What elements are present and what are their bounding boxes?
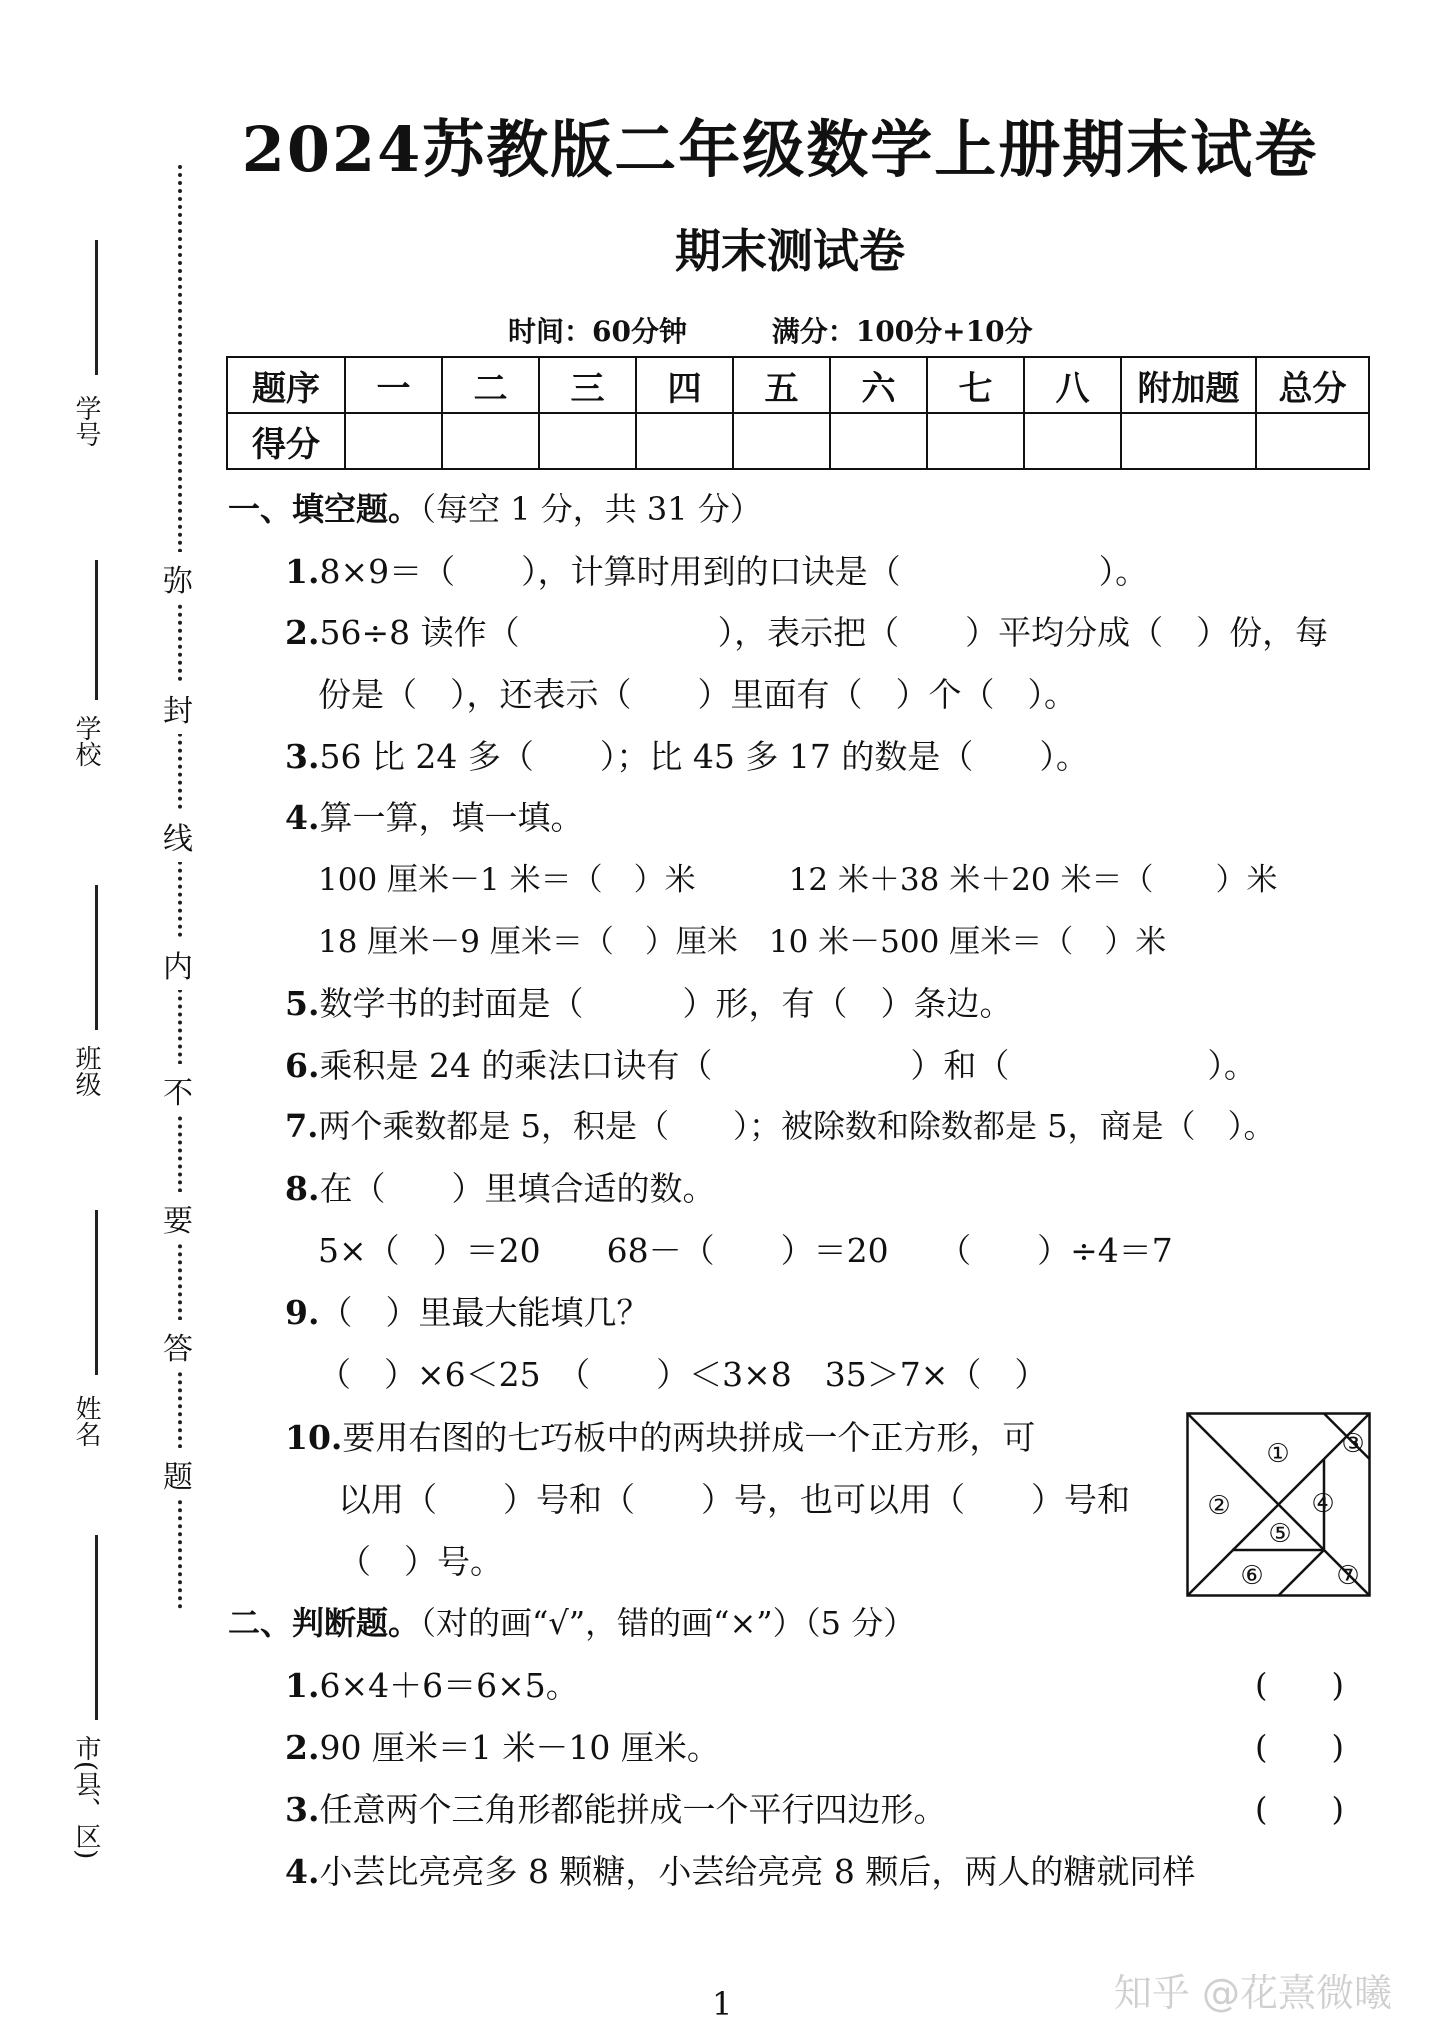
score-cell[interactable] xyxy=(1121,413,1256,469)
question-line xyxy=(285,792,583,839)
answer-paren[interactable]: ( ) xyxy=(1255,1728,1344,1766)
question-text: 8×9＝（ ），计算时用到的口诀是（ ）。 xyxy=(319,552,1149,591)
binding-char: 内 xyxy=(163,938,193,990)
question-text: 要用右图的七巧板中的两块拼成一个正方形，可 xyxy=(342,1418,1036,1457)
city-label: 市(县、区) xyxy=(71,1735,101,1860)
question-line xyxy=(285,1101,1275,1147)
section-1-note: （每空 1 分，共 31 分） xyxy=(420,490,762,528)
question-text: 数学书的封面是（ ）形，有（ ）条边。 xyxy=(319,984,1013,1023)
score-cell[interactable] xyxy=(345,413,442,469)
section-1-heading xyxy=(228,484,762,530)
table-header-cell: 八 xyxy=(1024,357,1121,413)
question-line xyxy=(285,607,1328,654)
city-field[interactable] xyxy=(95,1535,98,1720)
score-cell[interactable] xyxy=(1024,413,1121,469)
question-line xyxy=(318,1349,1047,1396)
question-text: 算一算，填一填。 xyxy=(319,798,584,837)
table-header-cell: 二 xyxy=(442,357,539,413)
table-header-cell: 总分 xyxy=(1256,357,1369,413)
binding-dotted-line xyxy=(178,165,182,1610)
judge-question xyxy=(285,1846,1195,1893)
binding-char: 弥 xyxy=(163,552,193,604)
question-text: 18 厘米－9 厘米＝（ ）厘米 10 米－500 厘米＝（ ）米 xyxy=(318,924,1167,960)
table-header-cell: 六 xyxy=(830,357,927,413)
question-number: 4. xyxy=(285,1852,320,1891)
tangram-figure xyxy=(1186,1412,1371,1597)
question-line xyxy=(338,1536,503,1583)
question-line xyxy=(338,1474,1130,1521)
score-cell[interactable] xyxy=(442,413,539,469)
table-header-cell: 五 xyxy=(733,357,830,413)
question-number: 4. xyxy=(285,798,320,837)
exam-info xyxy=(508,310,1108,350)
question-line xyxy=(318,1225,1173,1272)
name-label: 姓名 xyxy=(71,1395,101,1447)
class-field[interactable] xyxy=(95,885,98,1030)
question-number: 9. xyxy=(285,1293,320,1332)
question-line xyxy=(285,1287,649,1334)
question-number: 3. xyxy=(285,737,320,776)
full-score: 满分：100分+10分 xyxy=(771,315,1033,348)
score-cell[interactable] xyxy=(733,413,830,469)
score-cell[interactable] xyxy=(830,413,927,469)
tangram-label: ② xyxy=(1207,1491,1231,1521)
question-text: 56÷8 读作（ ），表示把（ ）平均分成（ ）份，每 xyxy=(319,613,1329,652)
score-cell[interactable] xyxy=(539,413,636,469)
question-number: 1. xyxy=(285,552,320,591)
section-2-note: （对的画“√”，错的画“×”）（5 分） xyxy=(420,1604,916,1642)
tangram-label: ① xyxy=(1266,1439,1290,1469)
judge-question xyxy=(285,1722,720,1769)
question-line xyxy=(285,978,1012,1025)
score-cell[interactable] xyxy=(636,413,733,469)
table-header-cell: 七 xyxy=(927,357,1024,413)
question-line xyxy=(285,1412,1035,1459)
question-text: （ ）里最大能填几？ xyxy=(319,1293,650,1332)
question-text: 100 厘米－1 米＝（ ）米 12 米＋38 米＋20 米＝（ ）米 xyxy=(318,862,1278,898)
section-2-title: 二、判断题。 xyxy=(228,1604,421,1642)
school-field[interactable] xyxy=(95,560,98,700)
binding-char: 要 xyxy=(163,1192,193,1244)
binding-char: 答 xyxy=(163,1320,193,1372)
score-cell[interactable] xyxy=(927,413,1024,469)
binding-char: 题 xyxy=(163,1448,193,1500)
tangram-label: ④ xyxy=(1311,1489,1335,1519)
question-line xyxy=(285,731,1089,778)
score-table-header-row xyxy=(227,357,1369,413)
question-number: 10. xyxy=(285,1418,343,1457)
page-number: 1 xyxy=(712,1985,733,2023)
answer-paren[interactable]: ( ) xyxy=(1255,1666,1344,1704)
judge-question xyxy=(285,1784,946,1831)
section-1-title: 一、填空题。 xyxy=(228,490,421,528)
binding-char: 封 xyxy=(163,682,193,734)
score-table xyxy=(226,356,1370,470)
binding-char: 不 xyxy=(163,1064,193,1116)
question-text: （ ）号。 xyxy=(338,1542,503,1581)
score-row-label: 得分 xyxy=(227,413,345,469)
question-text: 以用（ ）号和（ ）号，也可以用（ ）号和 xyxy=(338,1480,1130,1519)
time-limit: 时间：60分钟 xyxy=(508,315,687,348)
question-number: 7. xyxy=(285,1107,319,1145)
question-number: 3. xyxy=(285,1790,320,1829)
exam-subtitle: 期末测试卷 xyxy=(675,224,905,278)
question-number: 2. xyxy=(285,613,320,652)
question-text: 乘积是 24 的乘法口诀有（ ）和（ ）。 xyxy=(319,1046,1257,1085)
binding-char: 线 xyxy=(163,810,193,862)
section-2-heading xyxy=(228,1598,915,1644)
exam-title: 2024苏教版二年级数学上册期末试卷 xyxy=(241,113,1319,186)
watermark: 知乎 @花熹微曦 xyxy=(1113,1971,1392,2015)
table-header-cell: 三 xyxy=(539,357,636,413)
table-header-cell: 附加题 xyxy=(1121,357,1256,413)
tangram-label: ③ xyxy=(1341,1429,1365,1459)
answer-paren[interactable]: ( ) xyxy=(1255,1790,1344,1828)
table-header-cell: 题序 xyxy=(227,357,345,413)
question-text: 任意两个三角形都能拼成一个平行四边形。 xyxy=(319,1790,947,1829)
score-table-score-row xyxy=(227,413,1369,469)
table-header-cell: 一 xyxy=(345,357,442,413)
question-number: 8. xyxy=(285,1169,320,1208)
class-label: 班级 xyxy=(71,1045,101,1097)
question-text: 90 厘米＝1 米－10 厘米。 xyxy=(319,1728,720,1767)
question-number: 1. xyxy=(285,1666,320,1705)
question-line xyxy=(285,1040,1257,1087)
tangram-label: ⑥ xyxy=(1240,1561,1264,1591)
question-text: 5×（ ）＝20 68－（ ）＝20 （ ）÷4＝7 xyxy=(318,1231,1173,1270)
question-text: 56 比 24 多（ ）；比 45 多 17 的数是（ ）。 xyxy=(319,737,1089,776)
question-line xyxy=(285,546,1148,593)
question-line xyxy=(318,669,1077,716)
question-line xyxy=(285,1163,715,1210)
question-text: （ ）×6＜25 （ ）＜3×8 35＞7×（ ） xyxy=(318,1355,1048,1394)
judge-question xyxy=(285,1660,579,1707)
question-text: 份是（ ），还表示（ ）里面有（ ）个（ ）。 xyxy=(318,675,1077,714)
question-line xyxy=(318,916,1166,961)
school-label: 学校 xyxy=(71,715,101,767)
table-header-cell: 四 xyxy=(636,357,733,413)
student-id-label: 学号 xyxy=(71,395,101,447)
score-cell[interactable] xyxy=(1256,413,1369,469)
question-text: 在（ ）里填合适的数。 xyxy=(319,1169,716,1208)
name-field[interactable] xyxy=(95,1210,98,1375)
question-text: 两个乘数都是 5，积是（ ）；被除数和除数都是 5，商是（ ）。 xyxy=(318,1107,1276,1145)
question-number: 2. xyxy=(285,1728,320,1767)
question-text: 6×4＋6＝6×5。 xyxy=(319,1666,579,1705)
question-text: 小芸比亮亮多 8 颗糖，小芸给亮亮 8 颗后，两人的糖就同样 xyxy=(319,1852,1196,1891)
tangram-label: ⑤ xyxy=(1268,1519,1292,1549)
tangram-label: ⑦ xyxy=(1336,1561,1360,1591)
question-number: 6. xyxy=(285,1046,320,1085)
question-number: 5. xyxy=(285,984,320,1023)
question-line xyxy=(318,854,1278,899)
